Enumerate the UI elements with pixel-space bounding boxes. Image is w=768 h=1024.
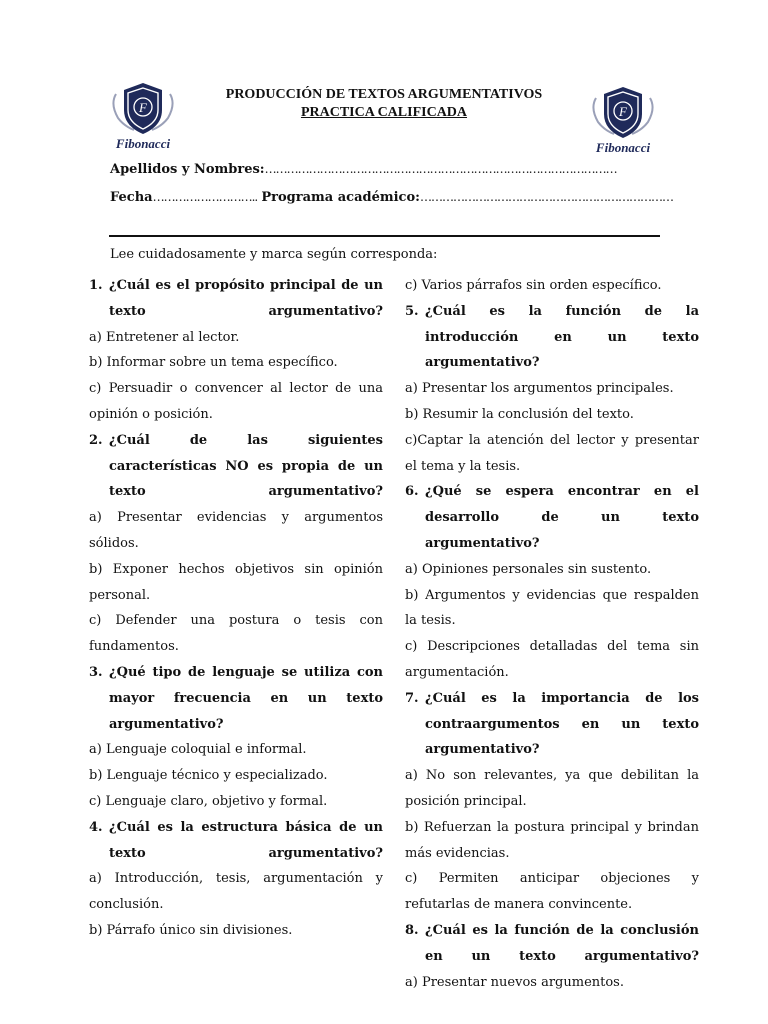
program-label: Programa académico: [261,190,420,205]
page-title: PRODUCCIÓN DE TEXTOS ARGUMENTATIVOS [225,87,543,102]
option[interactable]: b) Exponer hechos objetivos sin opinión personal. [89,561,383,603]
names-blank[interactable]: …………………………………………………………………………………… [264,162,617,176]
question-8: 8. ¿Cuál es la función de la conclusión en un texto argumentativo? [405,922,699,964]
option[interactable]: b) Argumentos y evidencias que respalden la tesis. [405,587,699,629]
shield-crest-icon [104,80,182,136]
option[interactable]: c) Persuadir o convencer al lector de una opinión o posición. [89,381,383,422]
option[interactable]: a) Lenguaje coloquial e informal. [89,742,307,758]
option[interactable]: c)Captar la atención del lector y presentar el tema y la tesis. [405,432,699,474]
option[interactable]: a) Entretener al lector. [89,329,240,345]
option[interactable]: c) Permiten anticipar objeciones y refutarlas de manera convincente. [405,871,699,913]
names-field-line [110,162,617,177]
option[interactable]: c) Lenguaje claro, objetivo y formal. [89,793,328,809]
option[interactable]: b) Resumir la conclusión del texto. [405,406,634,422]
header-divider [109,235,660,237]
option[interactable]: b) Refuerzan la postura principal y brindan más evidencias. [405,819,699,861]
option[interactable]: a) Introducción, tesis, argumentación y conclusión. [89,871,383,913]
option[interactable]: a) Presentar nuevos argumentos. [405,974,624,990]
date-blank[interactable]: ……………………….. [152,190,258,204]
option[interactable]: a) Presentar evidencias y argumentos sólidos. [89,510,383,551]
program-blank[interactable]: …………………………………………………………… [419,190,673,204]
option[interactable]: c) Varios párrafos sin orden específico. [405,278,662,293]
fibonacci-logo-left [104,80,182,150]
question-2: 2. ¿Cuál de las siguientes características NO es propia de un texto argumentativo? [89,432,383,500]
questions-column-left [89,273,383,944]
date-program-field-line [110,190,673,205]
logo-text: Fibonacci [115,136,171,151]
names-label: Apellidos y Nombres: [110,162,265,177]
shield-crest-icon [584,84,662,140]
page-subtitle: PRACTICA CALIFICADA [300,105,468,120]
option[interactable]: c) Descripciones detalladas del tema sin argumentación. [405,639,699,680]
question-7: 7. ¿Cuál es la importancia de los contraargumentos en un texto argumentativo? [405,690,699,758]
questions-column-right [405,273,699,995]
svg-text:F: F [139,100,147,115]
question-5: 5. ¿Cuál es la función de la introducción en un texto argumentativo? [405,303,699,371]
svg-text:F: F [619,104,627,119]
fibonacci-logo-right [584,84,662,154]
option[interactable]: a) Opiniones personales sin sustento. [405,561,652,577]
option[interactable]: a) Presentar los argumentos principales. [405,381,674,397]
option[interactable]: a) No son relevantes, ya que debilitan la posición principal. [405,768,699,809]
question-3: 3. ¿Qué tipo de lenguaje se utiliza con mayor frecuencia en un texto argumentativo? [89,664,383,732]
option[interactable]: b) Informar sobre un tema específico. [89,355,338,371]
option[interactable]: b) Párrafo único sin divisiones. [89,922,293,938]
date-label: Fecha [110,190,153,205]
option[interactable]: c) Defender una postura o tesis con fundamentos. [89,613,383,655]
question-6: 6. ¿Qué se espera encontrar en el desarrollo de un texto argumentativo? [405,484,699,551]
question-1: 1. ¿Cuál es el propósito principal de un texto argumentativo? [89,278,383,319]
option[interactable]: b) Lenguaje técnico y especializado. [89,768,328,784]
question-4: 4. ¿Cuál es la estructura básica de un texto argumentativo? [89,819,383,861]
logo-text: Fibonacci [595,140,651,155]
instructions: Lee cuidadosamente y marca según corresponda: [110,247,438,262]
